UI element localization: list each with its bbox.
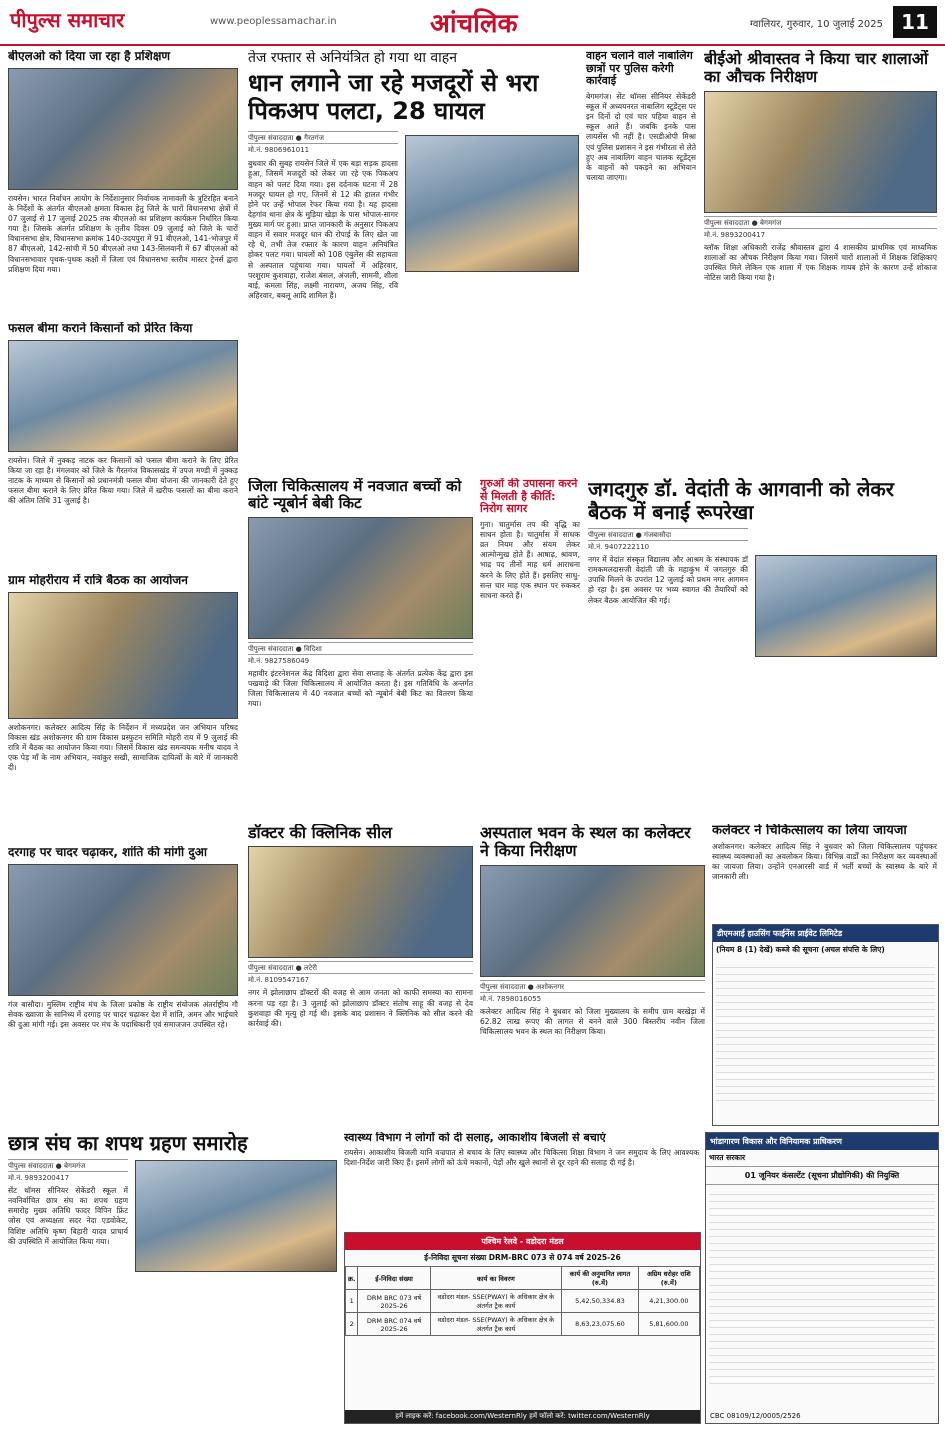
mobile-number: मो.नं. 8109547167: [248, 973, 473, 985]
headline: वाहन चलाने वाले नाबालिग छात्रों पर पुलिस करेगी कार्रवाई: [586, 50, 693, 88]
photo: [8, 68, 238, 190]
col-header: ई-निविदा संख्या: [358, 1267, 430, 1290]
mobile-number: मो.नं. 9827586049: [248, 654, 473, 666]
mobile-number: मो.नं. 9806961011: [248, 143, 398, 155]
byline: पीपुल्स संवाददाता ● लटेरी: [248, 961, 473, 973]
kicker: तेज रफ्तार से अनियंत्रित हो गया था वाहन: [248, 50, 458, 66]
body-text: अशोकनगर। कलेक्टर आदित्य सिंह ने बुधवार को जिला चिकित्सालय पहुंचकर स्वास्थ्य व्यवस्थाओं का अवलोकन किया। विभिन्न वार्डों का निरीक्षण कर व्यवस्थाओं का जायजा लिया। उन्होंने एनआरसी वार्ड में भर्ती बच्चों के स्वास्थ्य के बारे में जानकारी ली।: [712, 841, 937, 882]
story-blo-training: [8, 50, 238, 318]
page-number: 11: [893, 6, 937, 38]
table-row: [346, 1290, 700, 1313]
story-collector-hospital: [712, 824, 937, 919]
website-url[interactable]: www.peoplessamachar.in: [210, 16, 337, 27]
col-header: कार्य का विवरण: [430, 1267, 562, 1290]
masthead: [0, 0, 945, 46]
headline: डॉक्टर की क्लिनिक सील: [248, 824, 393, 842]
ad-title: भांडागारण विकास और विनियामक प्राधिकरण: [706, 1133, 938, 1150]
vedanti-photo: [755, 555, 937, 657]
ad-title: पश्चिम रेलवे - वडोदरा मंडल: [345, 1233, 700, 1250]
cell: 1: [346, 1290, 358, 1313]
headline: जिला चिकित्सालय में नवजात बच्चों को बांटे न्यूबोर्न बेबी किट: [248, 478, 462, 513]
railway-tender-ad: [344, 1232, 701, 1424]
lead-photo: [405, 135, 579, 272]
mobile-number: मो.नं. 9893200417: [704, 228, 937, 240]
tender-table: [345, 1266, 700, 1336]
story-gurus: [480, 478, 580, 818]
photo: [704, 91, 937, 213]
table-row: [346, 1313, 700, 1336]
body-text: रायसेन। आकाशीय बिजली यानि वज्रपात से बचाव के लिए स्वास्थ्य और चिकित्सा शिक्षा विभाग ने जन समुदाय के लिए आवश्यक दिशा-निर्देश जारी किए हैं। इसमें लोगों को ऊंचे मकानों, पेड़ों और खुले स्थानों से दूर रहने की सलाह दी गई है।: [344, 1147, 699, 1167]
ad-code: CBC 08109/12/0005/2526: [710, 1412, 801, 1420]
story-lightning: [344, 1132, 699, 1227]
story-hospital-site: [480, 824, 705, 1124]
body-text: बेगमगंज। सेंट थॉमस सीनियर सेकेंडरी स्कूल में अध्ययनरत नाबालिग स्टूडेंट्स पर इन दिनों दो एवं चार पहिया वाहन से स्कूल आते हैं। जबकि इनके पास लायसेंस भी नहीं है। एसडीओपी मिश्रा एवं पुलिस प्रशासन ने इस गंभीरता से लेते हुए अब नाबालिग वाहन चालक स्टूडेंट्स के वाहनों को पकड़ने का अभियान चलाया जाएगा।: [586, 91, 696, 182]
col-header: क्र.: [346, 1267, 358, 1290]
wdra-ad: [705, 1132, 939, 1424]
body-text: बुधवार की सुबह रायसेन जिले में एक बड़ा सड़क हादसा हुआ, जिसमें मजदूरों को लेकर जा रहे एक पिकअप वाहन को पलट दिया गया। इस दर्दनाक घटना में 28 मजदूर घायल हो गए, जिनमें से 12 की हालत गंभीर होने पर उन्हें भोपाल रेफर किया गया है। यह हादसा देहगांव थाना क्षेत्र के मुड़िया खेड़ा के पास भोपाल-सागर मुख्य मार्ग पर हुआ। प्राप्त जानकारी के अनुसार पिकअप वाहन में सवार मजदूर धान की रोपाई के लिए खेत जा रहे थे, तभी तेज रफ्तार के कारण वाहन अनियंत्रित होकर पलट गया। घायलों को 108 एंबुलेंस की सहायता से अस्पताल पहुंचाया गया। घायलों में अहिरवार, परशुराम कुशवाहा, राजेश बंसल, अंजली, सामनी, शीला बाई, कमला सिंह, लक्ष्मी नारायण, अजय सिंह, रवि अहिरवार, बबलू आदि शामिल हैं।: [248, 159, 398, 300]
headline: जगदगुरु डॉ. वेदांती के आगवानी को लेकर बैठक में बनाई रूपरेखा: [588, 478, 894, 524]
ad-notice: 01 जूनियर कंसल्टेंट (सूचना प्रौद्योगिकी) की नियुक्ति: [706, 1166, 938, 1185]
photo: [8, 864, 238, 996]
byline: पीपुल्स संवाददाता ● बेगमगंज: [8, 1159, 128, 1171]
ad-subtitle: भारत सरकार: [709, 1153, 746, 1162]
mobile-number: मो.नं. 9893200417: [8, 1171, 128, 1183]
ad-social-footer[interactable]: हमें लाइक करें: facebook.com/WesternRly हमें फॉलो करें: twitter.com/WesternRly: [345, 1410, 700, 1423]
photo: [8, 340, 238, 452]
headline: अस्पताल भवन के स्थल का कलेक्टर ने किया निरीक्षण: [480, 824, 691, 861]
headline: धान लगाने जा रहे मजदूरों से भरा पिकअप पलटा, 28 घायल: [248, 69, 539, 125]
headline: दरगाह पर चादर चढ़ाकर, शांति की मांगी दुआ: [8, 846, 207, 859]
cell: 2: [346, 1313, 358, 1336]
story-minor-drivers: [586, 50, 696, 470]
story-beo-inspection: [704, 50, 937, 470]
body-text: अशोकनगर। कलेक्टर आदित्य सिंह के निर्देशन में मध्यप्रदेश जन अभियान परिषद विकास खंड अशोकनगर की ग्राम विकास प्रस्फुटन समिति मोहरी राय में 9 जुलाई की रात्रि में बैठक का आयोजन किया गया। जिसमें विकास खंड समन्वयक मनीष यादव ने एक पेड़ माँ के नाम अभियान, नवांकुर सखी, सामाजिक दायित्वों के बारे में जानकारी दी।: [8, 722, 238, 773]
headline: कलेक्टर ने चिकित्सालय का लिया जायजा: [712, 824, 907, 838]
body-text: महावीर इंटरनेशनल केंद्र विदिशा द्वारा सेवा सप्ताह के अंतर्गत प्रत्येक केंद्र द्वारा इस पखवाड़े की जिला चिकित्सालय में आयोजित करता है। इस गतिविधि के अन्तर्गत जिला चिकित्सालय में 40 नवजात बच्चों को न्यूबोर्न बेबी किट का वितरण किया गया।: [248, 668, 473, 708]
story-baby-kit: [248, 478, 473, 818]
body-text: सेंट थॉमस सीनियर सेकेंडरी स्कूल में नवनिर्वाचित छात्र संघ का शपथ ग्रहण समारोह मुख्य अतिथि फादर विपिन फ्रिंट जोस एवं अध्यक्षता सदर नेदा एडवोकेट, विशिष्ट अतिथि कृष्ण बिहारी यादव प्राचार्य की उपस्थिति में आयोजित किया गया।: [8, 1186, 128, 1246]
dmi-finance-ad: [712, 924, 939, 1126]
body-text: कलेक्टर आदित्य सिंह ने बुधवार को जिला मुख्यालय के समीप ग्राम बरखेड़ा में 62.82 लाख रूपए की लागत से बनने वाले 300 बिस्तरीय नवीन जिला चिकित्सालय भवन के स्थल का निरीक्षण किया।: [480, 1006, 705, 1037]
headline: स्वास्थ्य विभाग ने लोगों को दी सलाह, आकाशीय बिजली से बचाएं: [344, 1132, 606, 1144]
byline: पीपुल्स संवाददाता ● विदिशा: [248, 642, 473, 654]
body-text: गुना। चातुर्मास तप की वृद्धि का साधन होता है। चातुर्मास में साधक व्रत नियम और संयम लेकर आत्मोन्मुख होते हैं। आषाढ़, श्रावण, भाद्र पद तीनों माह धर्म आराधना करने के लिए होते हैं। इसलिए साधु-सन्त चार माह एक स्थान पर रुककर साधना करते हैं।: [480, 519, 580, 600]
story-crop-insurance: [8, 322, 238, 570]
photo: [8, 592, 238, 719]
headline: बीईओ श्रीवास्तव ने किया चार शालाओं का औचक निरीक्षण: [704, 50, 929, 87]
story-dargah: [8, 846, 238, 1126]
cell: वडोदरा मंडल- SSE(PWAY) के अधिकार क्षेत्र के अंतर्गत ट्रैक कार्य: [430, 1290, 562, 1313]
story-night-meeting: [8, 574, 238, 842]
headline: ग्राम मोहरीराय में रात्रि बैठक का आयोजन: [8, 574, 188, 587]
headline: बीएलओ को दिया जा रहा है प्रशिक्षण: [8, 50, 171, 63]
ad-subtitle: (नियम 8 (1) देखें) कब्जे की सूचना (अचल संपत्ति के लिए): [716, 945, 885, 954]
mobile-number: मो.नं. 7898016055: [480, 992, 705, 1004]
cell: 8,63,23,075.60: [562, 1313, 639, 1336]
photo: [248, 846, 473, 958]
cell: 5,42,50,334.83: [562, 1290, 639, 1313]
byline: पीपुल्स संवाददाता ● गैरतगंज: [248, 131, 398, 143]
body-text: ब्लॉक शिक्षा अधिकारी राजेंद्र श्रीवास्तव द्वारा 4 शासकीय प्राथमिक एवं माध्यमिक शालाओं का औचक निरीक्षण किया गया। जिसमें चारों शालाओं में शिक्षक शिक्षिकाएं उपस्थित मिले लेकिन एक शाला में एक शिक्षक गायब होने के कारण उन्हें शोकाज नोटिस जारी किया गया है।: [704, 242, 937, 283]
issue-date: ग्वालियर, गुरुवार, 10 जुलाई 2025: [750, 19, 884, 30]
byline: पीपुल्स संवाददाता ● अशोकनगर: [480, 980, 705, 992]
photo: [480, 865, 705, 977]
headline: फसल बीमा कराने किसानों को प्रेरित किया: [8, 322, 193, 335]
brand-logo[interactable]: पीपुल्स समाचार: [10, 8, 125, 32]
col-header: कार्य की अनुमानित लागत (रु.में): [562, 1267, 639, 1290]
student-union-photo: [135, 1160, 337, 1272]
headline: गुरुओं की उपासना करने से मिलती है कीर्ति: निरोग सागर: [480, 478, 578, 516]
cell: DRM BRC 073 वर्ष 2025-26: [358, 1290, 430, 1313]
body-text: नगर में वेदांत संस्कृत विद्यालय और आश्रम के संस्थापक डॉ रामकमलदासजी वेदांती जी के महाकुंभ में जगतगुरु की उपाधि मिलने के उपरांत 12 जुलाई को प्रथम नगर आगमन हो रहा है। इस अवसर पर भव्य स्वागत की तैयारियों को लेकर बैठक आयोजित की गई।: [588, 555, 748, 605]
cell: 4,21,300.00: [638, 1290, 699, 1313]
body-text: नगर में झोलाछाप डॉक्टरों की वजह से आम जनता को काफी समस्या का सामना करना पड़ रहा है। 3 जुलाई को झोलाछाप डॉक्टर संतोष साहू की वजह से देव कुशवाहा की मृत्यु हो गई थी। इसके बाद प्रशासन ने क्लिनिक को सील करने की कार्रवाई की।: [248, 988, 473, 1028]
story-clinic-sealed: [248, 824, 473, 1124]
photo: [248, 517, 473, 639]
body-text: रायसेन। भारत निर्वाचन आयोग के निर्देशानुसार निर्वाचक नामावली के त्रुटिरहित बनाने के निर्देशों के अंतर्गत बीएलओ क्षमता विकास हेतु जिले के चारों विधानसभा क्षेत्रों में 07 जुलाई से 17 जुलाई 2025 तक बीएलओ का प्रशिक्षण कार्यक्रम निर्धारित किया गया है। जिसके अंतर्गत प्रशिक्षण के तृतीय दिवस 09 जुलाई को जिले के चारों विधानसभा क्षेत्र, विधानसभा क्रमांक 140-उदयपुरा में 91 बीएलओ, 141-भोजपुर में 87 बीएलओ, 142-सांची में 50 बीएलओ तथा 143-सिलवानी में 67 बीएलओ को विधानसभावार पृथक-पृथक कक्षों में जिला एवं विधानसभा स्तरीय मास्टर ट्रेनर्स द्वारा प्रशिक्षण दिया गया।: [8, 193, 238, 274]
cell: DRM BRC 074 वर्ष 2025-26: [358, 1313, 430, 1336]
byline: पीपुल्स संवाददाता ● बेगमगंज: [704, 216, 937, 228]
body-text: रायसेन। जिले में नुक्कड़ नाटक कर किसानों को फसल बीमा कराने के लिए प्रेरित किया जा रहा है। मंगलवार को जिले के गैरतगंज विकासखंड में उपज मण्डी में नुक्कड़ नाटक के माध्यम से किसानों को प्रधानमंत्री फसल बीमा योजना की जानकारी देते हुए फसल बीमा कराने के लिए प्रेरित किया गया। जिले में खरीफ फसलों का बीमा कराने की अंतिम तिथि 31 जुलाई है।: [8, 455, 238, 506]
mobile-number: मो.नं. 9407222110: [588, 540, 748, 552]
col-header: अग्रिम धरोहर राशि (रु.में): [638, 1267, 699, 1290]
byline: पीपुल्स संवाददाता ● गंजबासौदा: [588, 528, 748, 540]
ad-fine-print: [709, 1188, 935, 1388]
headline: छात्र संघ का शपथ ग्रहण समारोह: [8, 1132, 248, 1155]
cell: वडोदरा मंडल- SSE(PWAY) के अधिकार क्षेत्र के अंतर्गत ट्रैक कार्य: [430, 1313, 562, 1336]
body-text: गंज बासौदा। मुस्लिम राष्ट्रीय मंच के जिला प्रकोष्ठ के राष्ट्रीय संयोजक अंतर्राष्ट्रीय गौ सेवक ख्वाजा के सानिध्य में दरगाह पर चादर चढ़ाकर देश में शांति, अमन और भाईचारे की दुआ मांगी गई। इस अवसर पर मंच के पदाधिकारी एवं समाजजन उपस्थित रहे।: [8, 999, 238, 1030]
ad-subtitle: ई-निविदा सूचना संख्या DRM-BRC 073 से 074 वर्ष 2025-26: [424, 1253, 621, 1262]
ad-title: डीएमआई हाउसिंग फाईनेंस प्राईवेट लिमिटेड: [713, 925, 938, 942]
section-title: आंचलिक: [430, 9, 518, 39]
ad-fine-print: [716, 961, 935, 1101]
cell: 5,81,600.00: [638, 1313, 699, 1336]
